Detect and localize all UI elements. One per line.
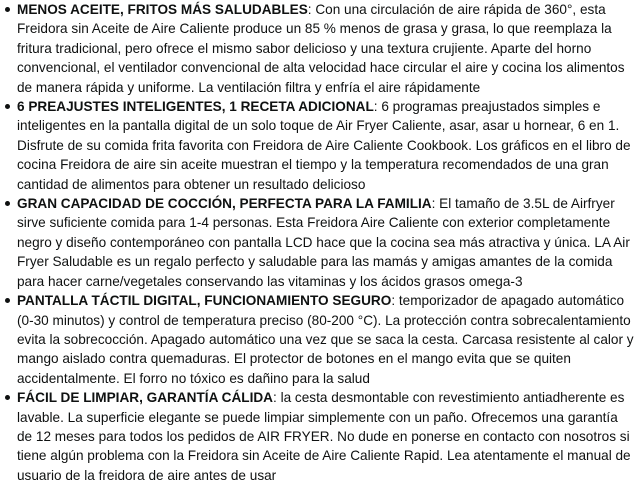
bullet-dot-icon: [5, 104, 10, 109]
bullet-dot-icon: [5, 201, 10, 206]
feature-heading: 6 PREAJUSTES INTELIGENTES, 1 RECETA ADICIONAL: [17, 99, 374, 115]
feature-bullet-4: [0, 291, 636, 388]
feature-bullet-5: [0, 388, 636, 485]
feature-bullet-2: [0, 97, 636, 194]
feature-text: : temporizador de apagado automático (0-30 minutos) y control de temperatura preciso (80-200 °C). La protección contra sobrecalentamiento evita la sobrecocción. Apagado automático una vez que se saca la cesta. Carcasa resistente al calor y mango aislado contra quemaduras. El protector de botones en el mango evita que se quiten accidentalmente. El forro no tóxico es dañino para la salud: [17, 293, 634, 386]
feature-heading: MENOS ACEITE, FRITOS MÁS SALUDABLES: [17, 2, 308, 17]
feature-heading: GRAN CAPACIDAD DE COCCIÓN, PERFECTA PARA LA FAMILIA: [17, 196, 432, 212]
feature-bullet-3: [0, 194, 636, 291]
feature-heading: FÁCIL DE LIMPIAR, GARANTÍA CÁLIDA: [17, 390, 274, 406]
bullet-dot-icon: [5, 7, 10, 12]
feature-text: : la cesta desmontable con revestimiento antiadherente es lavable. La superficie elegante se puede limpiar simplemente con un paño. Ofrecemos una garantía de 12 meses para todos los pedidos de AIR FRYER. No dude en ponerse en contacto con nosotros si tiene algún problema con la Freidora sin Aceite de Aire Caliente Rapid. Lea atentamente el manual de usuario de la freidora de aire antes de usar: [17, 390, 631, 483]
feature-bullet-1: [0, 0, 636, 97]
feature-text: : El tamaño de 3.5L de Airfryer sirve suficiente comida para 1-4 personas. Esta Freidora Aire Caliente con exterior completamente negro y diseño contemporáneo con pantalla LCD hace que la cocina sea más atractiva y única. LA Air Fryer Saludable es un regalo perfecto y saludable para las mamás y amigas amantes de la comida para hacer carne/vegetales conservando las vitaminas y los ácidos grasos omega-3: [17, 196, 630, 289]
bullet-dot-icon: [5, 395, 10, 400]
feature-heading: PANTALLA TÁCTIL DIGITAL, FUNCIONAMIENTO SEGURO: [17, 293, 392, 309]
bullet-dot-icon: [5, 298, 10, 303]
feature-text: : Con una circulación de aire rápida de 360°, esta Freidora sin Aceite de Aire Caliente produce un 85 % menos de grasa y grasa, lo que reemplaza la fritura tradicional, pero ofrece el mismo sabor delicioso y una textura crujiente. Aparte del horno convencional, el ventilador convencional de alta velocidad hace circular el aire y cocina los alimentos de manera rápida y uniforme. La ventilación filtra y enfría el aire rápidamente: [17, 2, 625, 95]
feature-text: : 6 programas preajustados simples e inteligentes en la pantalla digital de un solo toque de Air Fryer Caliente, asar, asar u hornear, 6 en 1. Disfrute de su comida frita favorita con Freidora de Aire Caliente Cookbook. Los gráficos en el libro de cocina Freidora de aire sin aceite muestran el tiempo y la temperatura recomendados de una gran cantidad de alimentos para obtener un resultado delicioso: [17, 99, 631, 192]
